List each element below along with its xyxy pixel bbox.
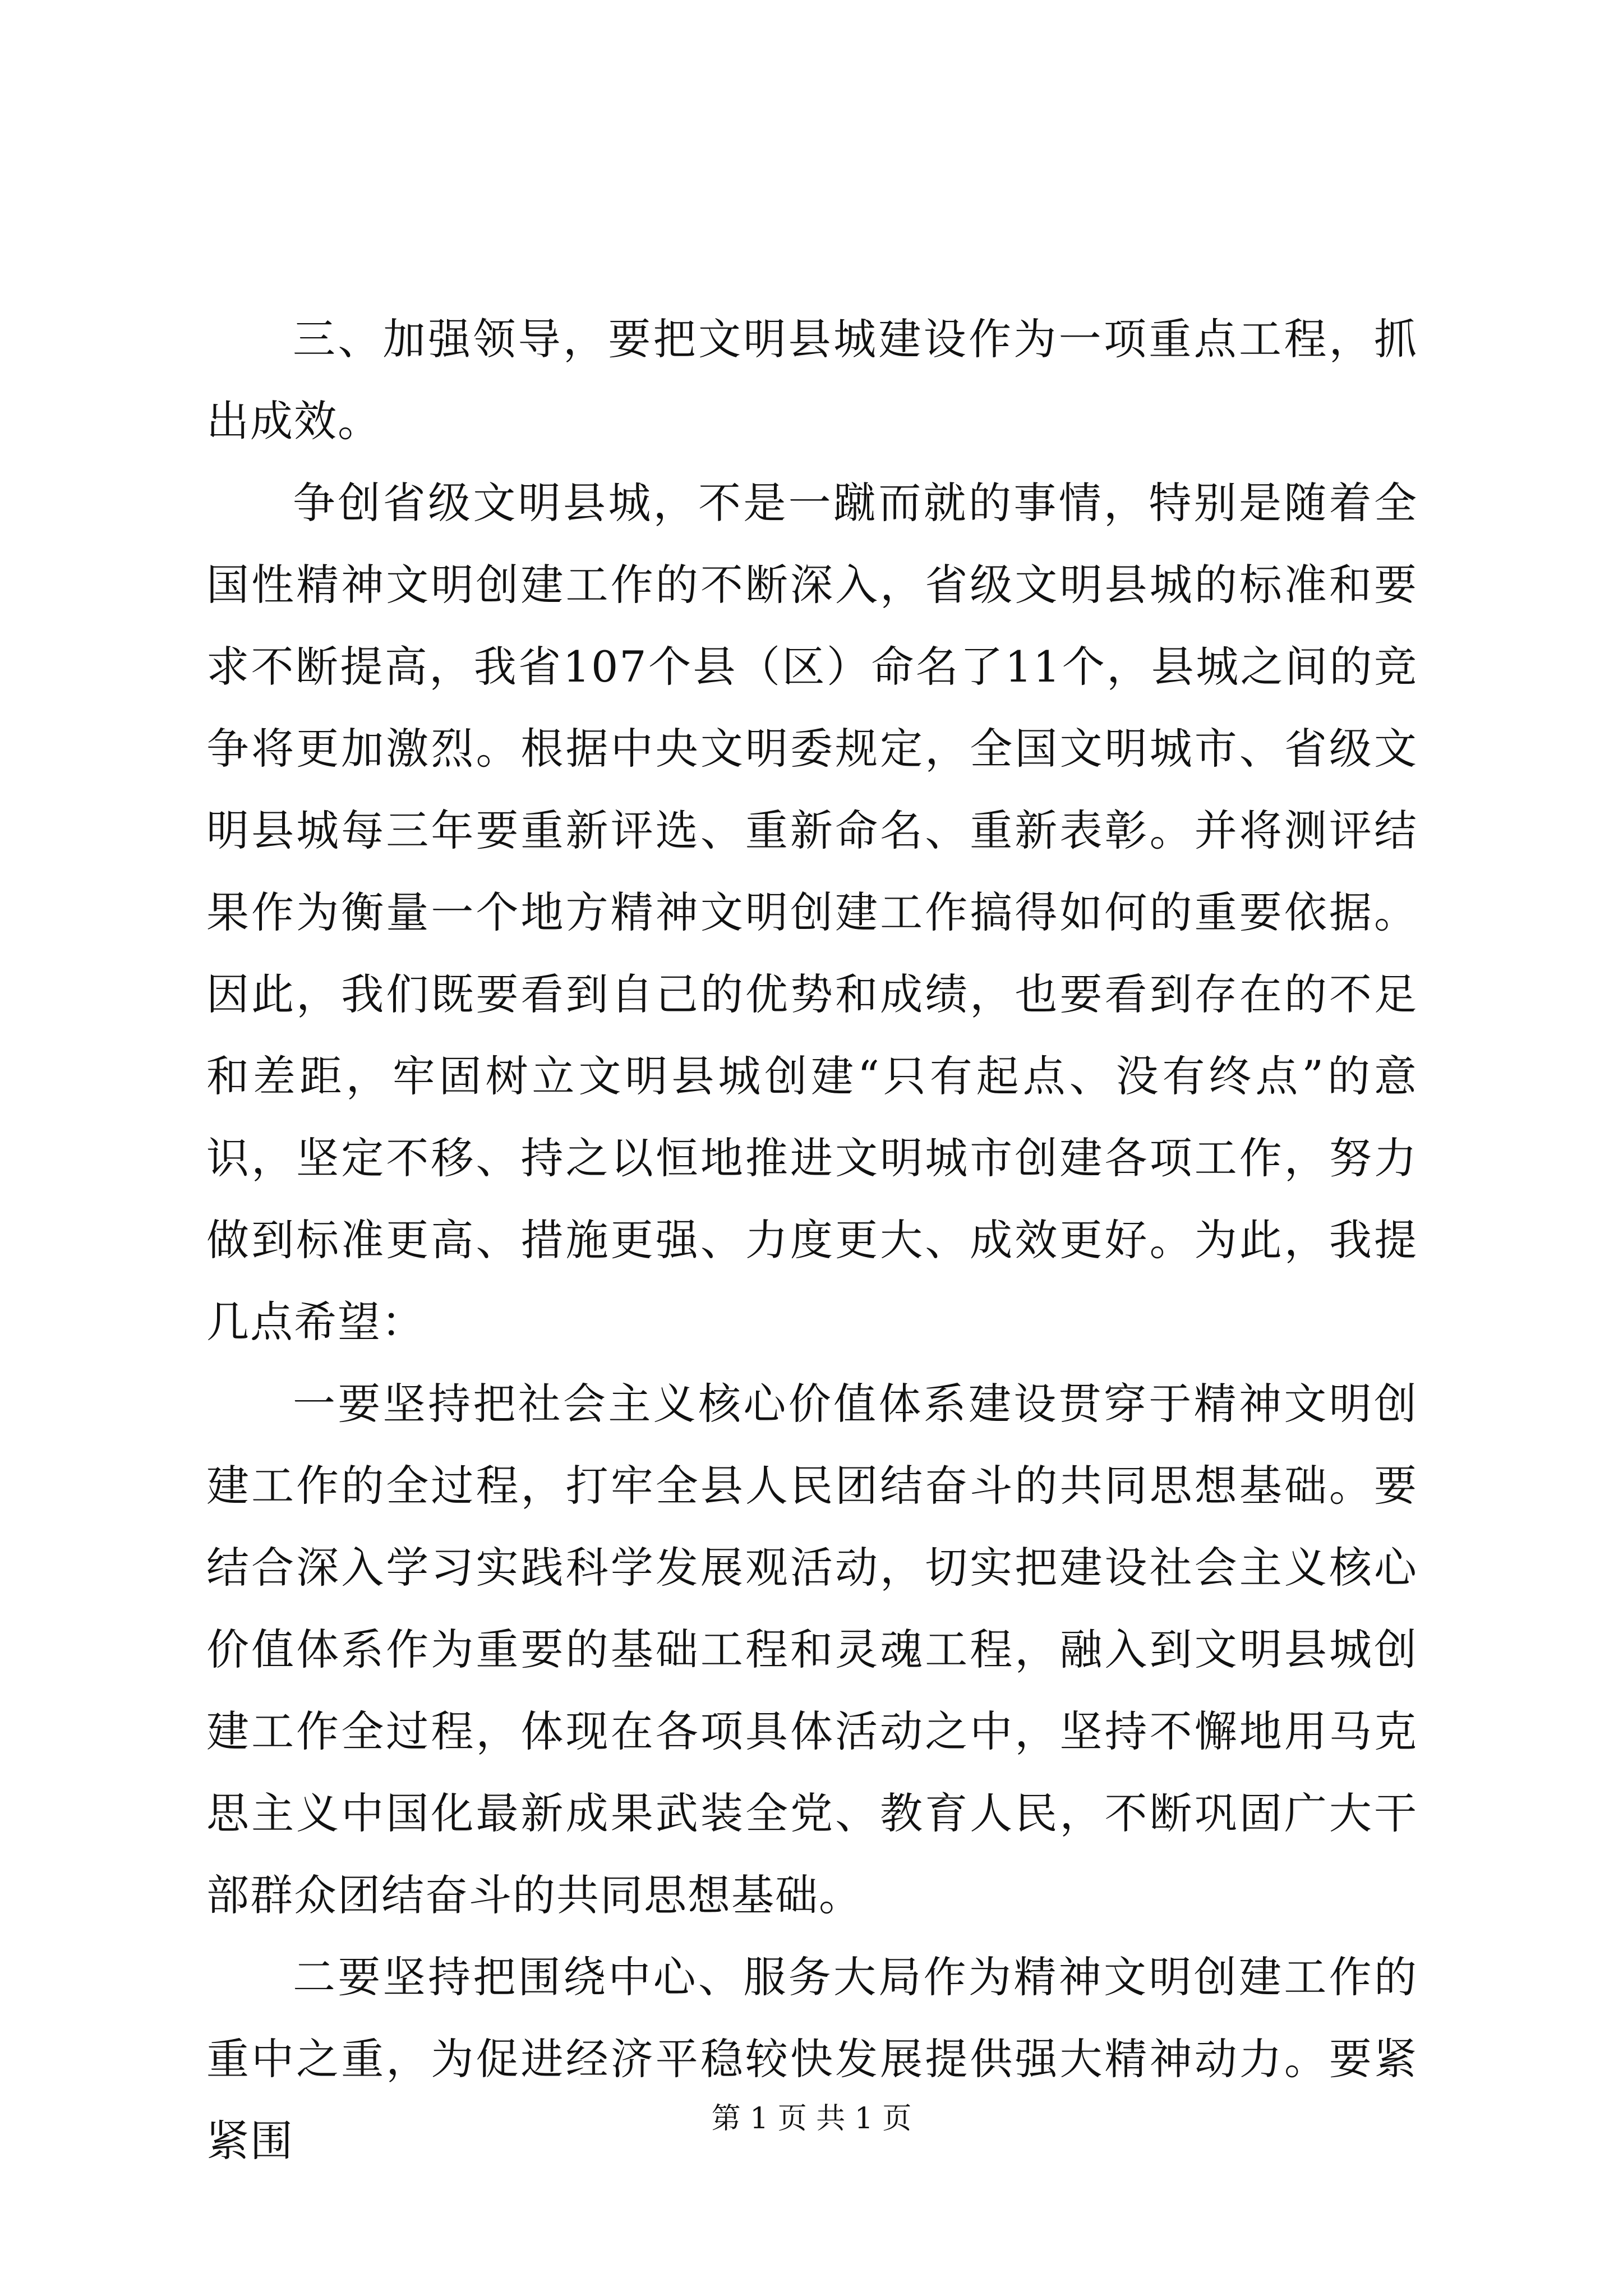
page-footer: 第 1 页 共 1 页	[711, 2102, 912, 2136]
paragraph-body: 争创省级文明县城，不是一蹴而就的事情，特别是随着全国性精神文明创建工作的不断深入，省级文明县城的标准和要求不断提高，我省107个县（区）命名了11个，县城之间的竞争将更加激烈。根据中央文明委规定，全国文明城市、省级文明县城每三年要重新评选、重新命名、重新表彰。并将测评结果作为衡量一个地方精神文明创建工作搞得如何的重要依据。因此，我们既要看到自己的优势和成绩，也要看到存在的不足和差距，牢固树立文明县城创建“只有起点、没有终点”的意识，坚定不移、持之以恒地推进文明城市创建各项工作，努力做到标准更高、措施更强、力度更大、成效更好。为此，我提几点希望：	[206, 478, 1418, 1347]
paragraph-heading-three: 三、加强领导，要把文明县城建设作为一项重点工程，抓出成效。	[206, 314, 1418, 446]
paragraph-body: 一要坚持把社会主义核心价值体系建设贯穿于精神文明创建工作的全过程，打牢全县人民团结奋斗的共同思想基础。要结合深入学习实践科学发展观活动，切实把建设社会主义核心价值体系作为重要的基础工程和灵魂工程，融入到文明县城创建工作全过程，体现在各项具体活动之中，坚持不懈地用马克思主义中国化最新成果武装全党、教育人民，不断巩固广大干部群众团结奋斗的共同思想基础。	[206, 1379, 1418, 1920]
paragraph-body: 二要坚持把围绕中心、服务大局作为精神文明创建工作的重中之重，为促进经济平稳较快发展提供强大精神动力。要紧紧围	[206, 1952, 1418, 2166]
document-body	[206, 298, 1418, 2182]
